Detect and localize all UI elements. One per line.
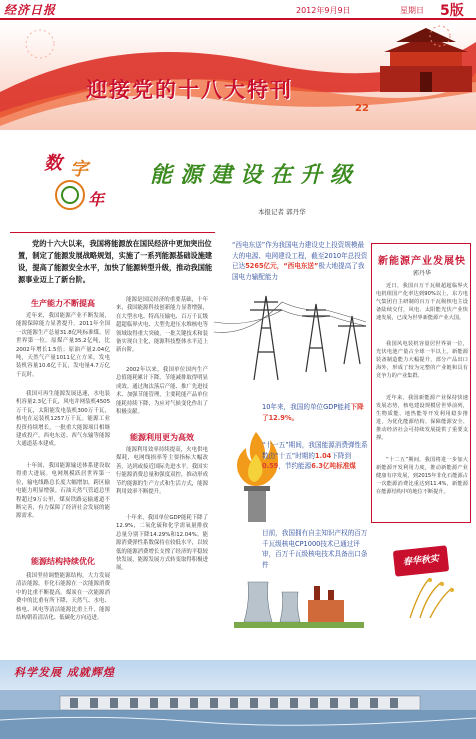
sidebar-paragraph: “十二五”期间，我国将进一步加大新能源开发利用力度，推动新能源产业健康有序发展，到2015年非化石能源占一次能源消费比重达到11.4%，新能源在能源结构中的地位不断提升。: [376, 457, 468, 495]
callout-nuclear: 目前，我国拥有自主知识产权的百万千瓦级核电CP1000技术已通过评审，百万千瓦级核电技术具备出口条件: [262, 529, 368, 569]
power-tower-icon: [250, 296, 366, 380]
svg-text:数: 数: [44, 153, 62, 174]
tiananmen-icon: [380, 28, 472, 92]
issue-number: 22: [355, 103, 369, 114]
sidebar-author: 郭丹华: [412, 270, 431, 277]
lead-paragraph: 党的十六大以来，我国将能源放在国民经济中更加突出位置，制定了能源发展战略规划，实施了一系列能源基础设施建设，提高了能源安全水平，加快了能源转型升级，推动我国能源事业迈上了新台阶。: [18, 239, 213, 284]
lead-divider: [10, 232, 215, 233]
banner-title: 迎接党的十八大特刊: [86, 78, 293, 102]
issue-weekday: 星期日: [400, 6, 424, 15]
sidebar-title: 新能源产业发展快: [378, 256, 466, 267]
svg-text:字: 字: [70, 159, 88, 180]
newspaper-logo: 经济日报: [4, 3, 57, 17]
wheat-harvest-icon: [400, 578, 460, 618]
sidebar-paragraph: 近日，我国百万千瓦级超超临界火电机组国产化率达到90%以上，东方电气集团自主研制的百万千瓦级核电主设备陆续交付，风电、太阳能光伏产业快速发展，已成为世界新能源产业大国。: [376, 283, 468, 321]
firework-icon: [26, 30, 54, 58]
subhead-production: 生产能力不断提高: [31, 299, 95, 308]
article-paragraph: 能源是国民经济的重要基础，十年来，我国能源科技创新能力显著增强，在大型水电、特高压输电、百万千瓦级超超临界火电、大型先进压水堆核电等领域取得重大突破，一批关键技术和装备实现自主化，能源科技整体水平迈上新台阶。: [116, 297, 208, 354]
section-title: 能源建设在升级: [150, 162, 361, 188]
sidebar-paragraph: 我国风电装机容量居世界第一位，光伏电池产量占全球一半以上。新能源装备制造能力大幅提升，部分产品出口海外，形成了较为完整的产业链和具有竞争力的产业集群。: [376, 341, 468, 379]
article-paragraph: 2002年以来，我国单位国内生产总值能耗累计下降，节能减排取得明显成效。通过淘汰落后产能、推广先进技术、加强节能管理，主要耗能产品单位能耗持续下降，为应对气候变化作出了积极贡献。: [116, 367, 208, 416]
article-paragraph: 我国可再生能源发展迅速，水电装机容量2.3亿千瓦，风电并网装机4505万千瓦，太阳能发电装机300万千瓦，核电在运装机1257万千瓦。能源工业投资持续增长，一批重大能源项目相继建成投产，西电东送、西气东输等能源大通道基本建成。: [16, 391, 110, 448]
callout-gdp-energy: 10年来，我国的单位GDP能耗下降了12.9%。: [262, 403, 364, 422]
byline: 本报记者 郭丹华: [258, 208, 306, 216]
bottom-banner-title: 科学发展 成就辉煌: [14, 666, 115, 679]
callout-elasticity: “十一五”期间，我国能源消费弹性系数由“十五”时期的1.04下降到0.59，节约能源6.3亿吨标准煤: [262, 441, 368, 471]
article-paragraph: 十年间，我国能源输送体系建设取得重大进展。电网规模跃居世界第一位，输电线路总长度大幅增加，跨区输电能力明显增强。石油天然气管道总里程超过9万公里，煤炭铁路运输通道不断完善，有力保障了经济社会发展的能源需求。: [16, 463, 110, 520]
issue-date: 2012年9月9日: [296, 6, 351, 15]
svg-text:年: 年: [88, 190, 105, 209]
page-number: 5版: [440, 3, 464, 19]
article-paragraph: 能源利用效率持续提高，火电供电煤耗、电网线损率等主要指标大幅改善，达到或接近国际先进水平。我国实行能源消费总量和强度双控，推动形成节约能源的生产方式和生活方式，能源利用效率不断提升。: [116, 447, 208, 496]
article-paragraph: 我国坚持调整能源结构，大力发展清洁能源，非化石能源在一次能源消费中的比重不断提高。煤炭在一次能源消费中的比重有所下降，天然气、水电、核电、风电等清洁能源比重上升，能源结构朝着清洁化、低碳化方向迈进。: [16, 573, 110, 622]
subhead-efficiency: 能源利用更为高效: [130, 433, 194, 442]
nuclear-plant-icon: [234, 582, 364, 628]
subhead-structure: 能源结构持续优化: [31, 557, 95, 566]
callout-west-east: “西电东送”作为我国电力建设史上投资规模最大的电源、电网建设工程，截至2010年总投资已达5265亿元，“西电东送”极大地提高了我国电力输配能力: [232, 241, 368, 281]
digital-decade-logo-icon: [40, 145, 120, 213]
article-paragraph: 近年来，我国能源产业不断发展，能源保障能力显著提升。2011年全国一次能源生产总量31.8亿吨标准煤，居世界第一位。原煤产量35.2亿吨，比2002年增长1.5倍；原油产量2.04亿吨，天然气产量1011亿立方米，发电装机容量10.6亿千瓦，发电量4.7万亿千瓦时。: [16, 313, 110, 378]
spring-autumn-stamp: 春华秋实: [393, 545, 449, 577]
sidebar-paragraph: 近年来，我国新能源产业保持快速发展态势，核电建设规模居世界前列，生物质能、地热能等开发利用稳步推进，为优化能源结构、保障能源安全、推动经济社会可持续发展提供了重要支撑。: [376, 395, 468, 441]
article-paragraph: 十年来，我国单位GDP能耗下降了12.9%，二氧化硫和化学需氧量排放总量分别下降14.29%和12.04%。能源消费弹性系数保持在较低水平，以较低的能源消费增长支撑了经济的平稳较快发展，能源发展方式转变取得积极进展。: [116, 515, 208, 572]
